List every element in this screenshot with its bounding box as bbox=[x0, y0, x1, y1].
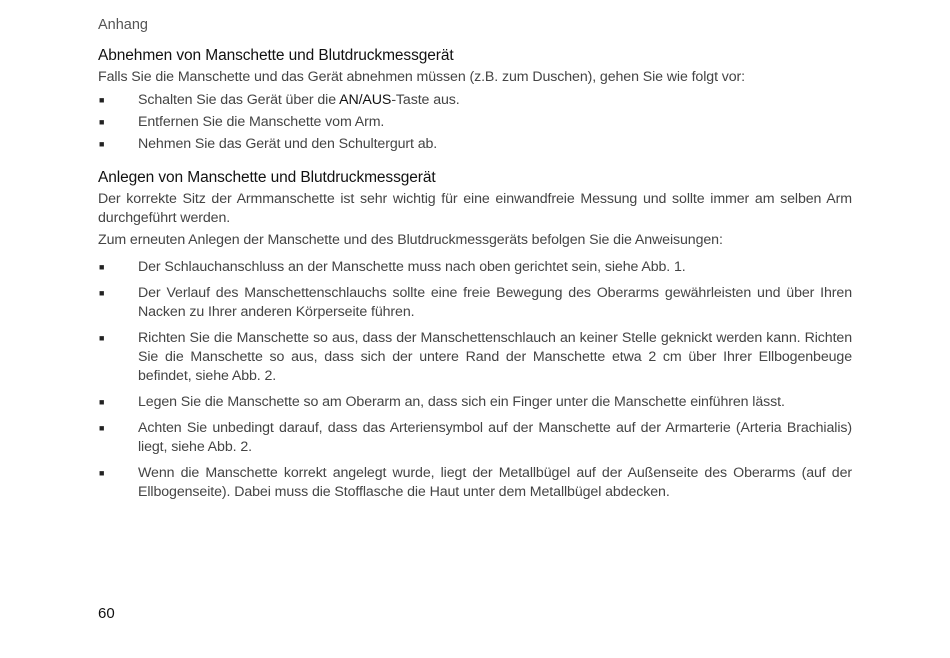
bullet-icon: ■ bbox=[99, 117, 105, 127]
bullet-list-remove bbox=[98, 91, 852, 154]
section-heading-remove: Abnehmen von Manschette und Blutdruckmessgerät bbox=[98, 47, 454, 64]
list-item-text: Achten Sie unbedingt darauf, dass das Arteriensymbol auf der Manschette auf der Armarterie (Arteria Brachialis) liegt, siehe Abb. 2. bbox=[138, 420, 852, 455]
list-item-text: Der Verlauf des Manschettenschlauchs sollte eine freie Bewegung des Oberarms gewährleisten und über Ihren Nacken zu Ihrer anderen Körperseite führen. bbox=[138, 285, 852, 320]
list-item bbox=[98, 258, 852, 277]
list-item bbox=[98, 464, 852, 502]
section-paragraph-fit: Der korrekte Sitz der Armmanschette ist sehr wichtig für eine einwandfreie Messung und sollte immer am selben Arm durchgeführt werden. bbox=[98, 191, 852, 226]
list-item bbox=[98, 393, 852, 412]
bullet-icon: ■ bbox=[99, 397, 105, 407]
list-item bbox=[98, 113, 852, 132]
bullet-icon: ■ bbox=[99, 95, 105, 105]
list-item-text-before: Schalten Sie das Gerät über die bbox=[138, 92, 340, 108]
bullet-icon: ■ bbox=[99, 423, 105, 433]
bullet-icon: ■ bbox=[99, 139, 105, 149]
list-item bbox=[98, 135, 852, 154]
running-head: Anhang bbox=[98, 17, 148, 33]
power-key-label: AN/AUS bbox=[339, 92, 392, 108]
bullet-icon: ■ bbox=[99, 262, 105, 272]
bullet-list-attach bbox=[98, 258, 852, 502]
list-item bbox=[98, 329, 852, 386]
section-intro-remove: Falls Sie die Manschette und das Gerät abnehmen müssen (z.B. zum Duschen), gehen Sie wie folgt vor: bbox=[98, 69, 746, 85]
list-item-text: Entfernen Sie die Manschette vom Arm. bbox=[138, 114, 385, 130]
list-item-text-after: -Taste aus. bbox=[391, 92, 460, 108]
bullet-icon: ■ bbox=[99, 288, 105, 298]
list-item-text: Wenn die Manschette korrekt angelegt wurde, liegt der Metallbügel auf der Außenseite des Oberarms (auf der Ellbogenseite). Dabei muss die Stofflasche die Haut unter dem Metallbügel abdecken. bbox=[138, 465, 852, 500]
section-paragraph-instructions: Zum erneuten Anlegen der Manschette und des Blutdruckmessgeräts befolgen Sie die Anweisungen: bbox=[98, 232, 723, 248]
bullet-icon: ■ bbox=[99, 333, 105, 343]
list-item-text: Der Schlauchanschluss an der Manschette muss nach oben gerichtet sein, siehe Abb. 1. bbox=[138, 259, 686, 275]
list-item bbox=[98, 284, 852, 322]
list-item-text: Legen Sie die Manschette so am Oberarm an, dass sich ein Finger unter die Manschette einführen lässt. bbox=[138, 394, 785, 410]
list-item-text: Nehmen Sie das Gerät und den Schultergurt ab. bbox=[138, 136, 438, 152]
list-item-text: Richten Sie die Manschette so aus, dass der Manschettenschlauch an keiner Stelle geknickt werden kann. Richten Sie die Manschette so aus, dass sich der untere Rand der Manschette etwa 2 cm über Ihrer Ellbogenbeuge befindet, siehe Abb. 2. bbox=[138, 330, 852, 384]
page-number: 60 bbox=[98, 605, 115, 622]
bullet-icon: ■ bbox=[99, 468, 105, 478]
page-content bbox=[98, 46, 852, 509]
list-item bbox=[98, 91, 852, 110]
list-item bbox=[98, 419, 852, 457]
section-heading-attach: Anlegen von Manschette und Blutdruckmessgerät bbox=[98, 169, 436, 186]
